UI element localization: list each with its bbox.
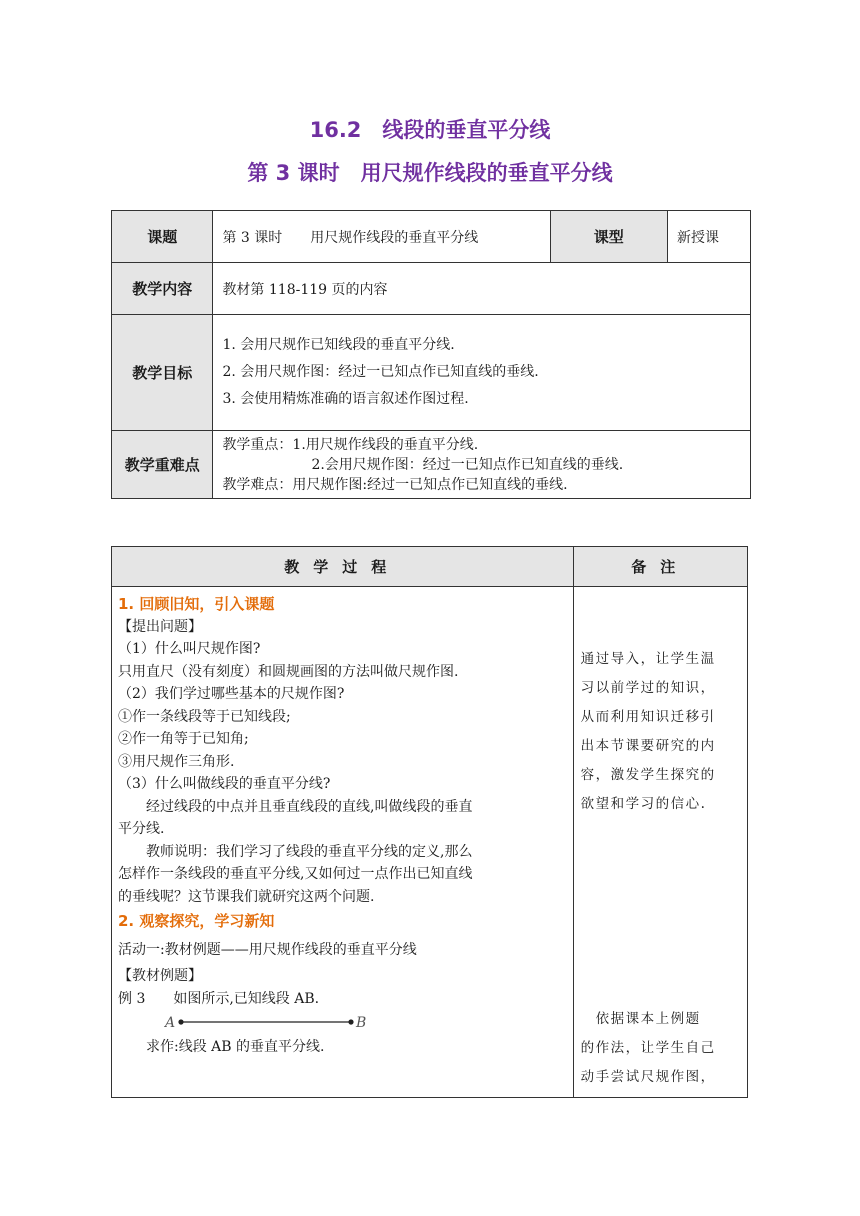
keypoint-item: 教学重点：1.用尺规作线段的垂直平分线. [222,436,479,453]
note-line: 从而利用知识迁移引 [580,709,716,725]
point-a-label: A [165,1015,176,1031]
segment-ab-figure [118,1010,358,1036]
type-label: 课型 [550,211,667,263]
text-line: 教师说明：我们学习了线段的垂直平分线的定义,那么 [146,843,473,860]
content-label: 教学内容 [112,263,213,315]
note-example [581,1005,741,1092]
text-line: ①作一条线段等于已知线段; [118,708,291,725]
content-value: 教材第 118-119 页的内容 [213,263,751,315]
task-line: 求作:线段 AB 的垂直平分线. [146,1039,325,1055]
text-line: 的垂线呢？这节课我们就研究这两个问题. [118,888,375,905]
note-intro [581,645,741,819]
text-line: （1）什么叫尺规作图? [118,641,261,657]
note-line: 欲望和学习的信心. [580,796,707,812]
note-line: 动手尝试尺规作图， [580,1069,716,1085]
note-line: 通过导入，让学生温 [580,651,716,667]
text-line: （3）什么叫做线段的垂直平分线? [118,776,331,792]
process-content [112,587,574,1098]
keypoint-item: 2.会用尺规作图：经过一已知点作已知直线的垂线. [311,456,624,473]
keypoints-list [213,431,751,499]
example-line: 例 3 如图所示,已知线段 AB. [118,990,320,1007]
text-line: 【提出问题】 [118,618,202,635]
page-title: 16.2 线段的垂直平分线 [309,118,551,142]
notes-header: 备注 [573,547,747,587]
lesson-info-table [111,210,751,499]
topic-value: 第 3 课时 用尺规作线段的垂直平分线 [213,211,550,263]
goals-list [213,315,751,431]
section-heading: 2. 观察探究，学习新知 [118,912,275,930]
note-line: 依据课本上例题 [580,1011,701,1027]
goals-label: 教学目标 [112,315,213,431]
note-line: 习以前学过的知识， [580,680,716,696]
topic-label: 课题 [112,211,213,263]
goal-item: 3. 会使用精炼准确的语言叙述作图过程. [222,391,469,407]
example-tag: 【教材例题】 [118,968,202,984]
text-line: ③用尺规作三角形. [118,753,235,770]
text-line: 经过线段的中点并且垂直线段的直线,叫做线段的垂直 [146,798,473,815]
teaching-process-table [111,546,748,1098]
type-value: 新授课 [667,211,750,263]
process-header: 教学过程 [112,547,574,587]
note-line: 容，激发学生探究的 [580,767,716,783]
text-line: 怎样作一条线段的垂直平分线,又如何过一点作出已知直线 [118,866,473,882]
goal-item: 1. 会用尺规作已知线段的垂直平分线. [222,337,455,353]
note-line: 的作法，让学生自己 [580,1040,716,1056]
text-line: 只用直尺（没有刻度）和圆规画图的方法叫做尺规作图. [118,663,459,680]
goal-item: 2. 会用尺规作图：经过一已知点作已知直线的垂线. [222,364,539,380]
text-line: 平分线. [118,821,165,837]
point-b-label: B [356,1015,367,1031]
page-subtitle: 第 3 课时 用尺规作线段的垂直平分线 [247,161,613,185]
keypoints-label: 教学重难点 [112,431,213,499]
segment-figure [118,1010,569,1036]
notes-column [573,587,747,1098]
note-line: 出本节课要研究的内 [580,738,716,754]
activity-line: 活动一:教材例题——用尺规作线段的垂直平分线 [118,941,417,958]
text-line: （2）我们学过哪些基本的尺规作图? [118,686,345,702]
keypoint-item: 教学难点：用尺规作图:经过一已知点作已知直线的垂线. [222,476,568,493]
section-heading: 1. 回顾旧知，引入课题 [118,595,275,613]
text-line: ②作一角等于已知角; [118,731,249,747]
